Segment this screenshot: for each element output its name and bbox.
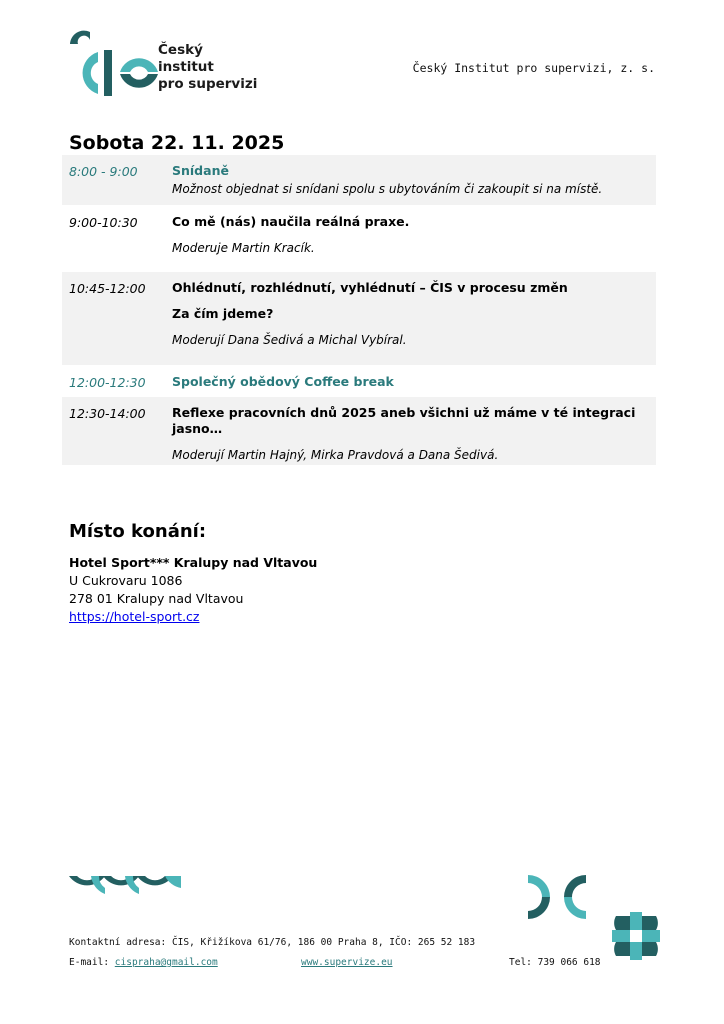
- venue-city: 278 01 Kralupy nad Vltavou: [69, 591, 244, 606]
- flower-petal: [630, 912, 642, 930]
- schedule-title: Ohlédnutí, rozhlédnutí, vyhlédnutí – ČIS v procesu změn: [172, 280, 568, 295]
- semicircle-shape: [528, 875, 550, 897]
- schedule-row: [62, 155, 656, 205]
- arc-shape: [91, 876, 105, 894]
- flower-petal: [614, 916, 630, 930]
- venue-link[interactable]: https://hotel-sport.cz: [69, 609, 200, 624]
- schedule-time: 12:30-14:00: [69, 406, 146, 421]
- semicircle-shape: [564, 897, 586, 919]
- semicircle-shape: [528, 897, 550, 919]
- footer-phone: Tel: 739 066 618: [509, 957, 601, 968]
- logo-arc-top: [70, 31, 90, 44]
- flower-petal: [642, 916, 658, 930]
- schedule-title: Snídaně: [172, 163, 229, 178]
- venue-address: [69, 554, 317, 626]
- flower-petal: [612, 930, 630, 942]
- schedule-time: 9:00-10:30: [69, 215, 138, 230]
- logo-text-line: pro supervizi: [158, 76, 258, 92]
- arc-shape: [165, 876, 181, 888]
- schedule-row: [62, 272, 656, 365]
- schedule-description: Moderují Martin Hajný, Mirka Pravdová a Dana Šedivá.: [172, 448, 499, 462]
- footer-email-link[interactable]: cispraha@gmail.com: [114, 957, 218, 968]
- logo-arc-c: [83, 52, 98, 94]
- day-title: Sobota 22. 11. 2025: [69, 132, 285, 154]
- schedule-subtitle: Za čím jdeme?: [172, 306, 274, 321]
- footer-email-label: E-mail:: [69, 957, 110, 968]
- logo-text: [158, 42, 257, 93]
- flower-petal: [642, 930, 660, 942]
- footer-arcs-decoration: [69, 874, 183, 898]
- cis-logo: [68, 30, 160, 96]
- flower-petal: [630, 942, 642, 960]
- schedule-title: Reflexe pracovních dnů 2025 aneb všichni už máme v té integraci jasno…: [172, 405, 636, 436]
- venue-street: U Cukrovaru 1086: [69, 573, 183, 588]
- footer-email: [69, 957, 218, 968]
- semicircle-shape: [564, 875, 586, 897]
- schedule-row: [62, 366, 656, 396]
- flower-center: [631, 931, 641, 941]
- logo-text-line: Český: [158, 42, 203, 58]
- schedule-time: 10:45-12:00: [69, 281, 146, 296]
- flower-petal: [614, 942, 630, 956]
- schedule-title: Co mě (nás) naučila reálná praxe.: [172, 214, 410, 229]
- schedule-row: [62, 206, 656, 270]
- schedule-description: Možnost objednat si snídani spolu s ubytováním či zakoupit si na místě.: [172, 182, 603, 196]
- footer-semicircles-decoration: [528, 875, 588, 921]
- schedule-description: Moderují Dana Šedivá a Michal Vybíral.: [172, 333, 407, 347]
- venue-heading: Místo konání:: [69, 521, 207, 542]
- org-name: Český Institut pro supervizi, z. s.: [412, 61, 655, 75]
- footer-website-link[interactable]: www.supervize.eu: [301, 957, 393, 968]
- logo-bar: [104, 50, 112, 96]
- arc-shape: [125, 876, 139, 894]
- schedule-row: [62, 397, 656, 465]
- footer-address: Kontaktní adresa: ČIS, Křižíkova 61/76, 186 00 Praha 8, IČO: 265 52 183: [69, 937, 476, 948]
- logo-s-bottom: [120, 74, 158, 88]
- schedule-title: Společný obědový Coffee break: [172, 374, 394, 389]
- footer-flower-decoration: [612, 912, 660, 960]
- schedule-description: Moderuje Martin Kracík.: [172, 241, 315, 255]
- flower-petal: [642, 942, 658, 956]
- footer-website: [301, 957, 393, 968]
- venue-name: Hotel Sport*** Kralupy nad Vltavou: [69, 555, 318, 570]
- logo-text-line: institut: [158, 59, 214, 75]
- schedule-time: 12:00-12:30: [69, 375, 146, 390]
- schedule-time: 8:00 - 9:00: [69, 164, 138, 179]
